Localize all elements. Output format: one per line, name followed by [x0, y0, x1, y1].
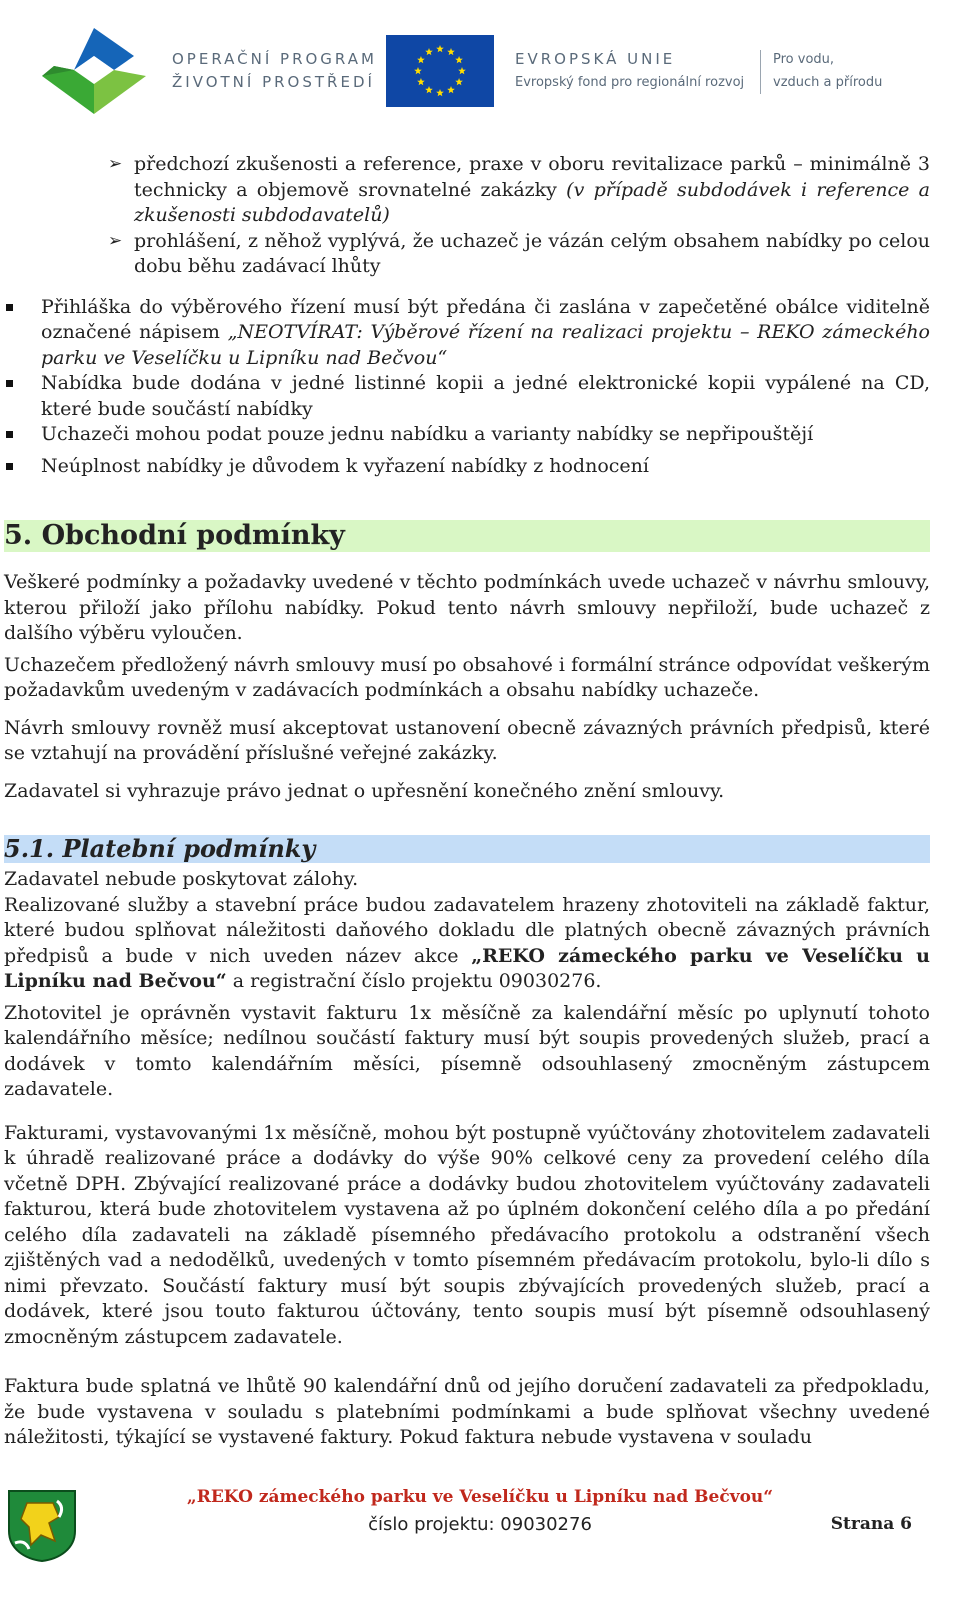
motto-line-2: vzduch a přírodu: [773, 75, 883, 90]
eu-subtitle: Evropský fond pro regionální rozvoj: [515, 75, 745, 90]
list-item-italic: (v případě subdodávek i reference a zkušenosti subdodavatelů): [134, 178, 930, 226]
footer-project-number: číslo projektu: 09030276: [368, 1514, 592, 1535]
list-item-text: Neúplnost nabídky je důvodem k vyřazení nabídky z hodnocení: [41, 454, 649, 477]
list-item: [4, 295, 930, 372]
page-number: Strana 6: [830, 1514, 912, 1534]
paragraph: [4, 893, 930, 995]
paragraph: Zhotovitel je oprávněn vystavit fakturu 1x měsíčně za kalendářní měsíc po uplynutí tohoto kalendářního měsíce; nedílnou součástí faktury musí být soupis provedených služeb, prací a dodávek v tomto kalendářním měsíci, písemně odsouhlasený zmocněným zástupcem zadavatele.: [4, 1001, 930, 1100]
opzp-line-1: OPERAČNÍ PROGRAM: [172, 50, 377, 68]
eu-title: EVROPSKÁ UNIE: [515, 50, 676, 68]
paragraph: Veškeré podmínky a požadavky uvedené v těchto podmínkách uvede uchazeč v návrhu smlouvy, kterou přiloží jako přílohu nabídky. Pokud tento návrh smlouvy nepřiloží, bude uchazeč z dalšího výběru vyloučen.: [4, 571, 930, 644]
list-item-text: Uchazeči mohou podat pouze jednu nabídku a varianty nabídky se nepřipouštějí: [41, 423, 814, 445]
section-heading: 5. Obchodní podmínky: [4, 520, 930, 552]
paragraph-text: Realizované služby a stavební práce budou zadavatelem hrazeny zhotoviteli na základě faktur, které budou splňovat náležitosti daňového dokladu dle platných obecně závazných právních předpisů a bude v nich uveden název akce: [4, 893, 930, 967]
paragraph-text: a registrační číslo projektu 09030276.: [226, 970, 602, 992]
footer-project-name: „REKO zámeckého parku ve Veselíčku u Lipníku nad Bečvou“: [186, 1487, 774, 1507]
opzp-logo-icon: [38, 26, 150, 116]
motto: [773, 48, 882, 94]
motto-line-1: Pro vodu,: [773, 52, 835, 67]
paragraph: Návrh smlouvy rovněž musí akceptovat ustanovení obecně závazných právních předpisů, které se vztahují na provádění příslušné veřejné zakázky.: [4, 716, 930, 764]
arrow-bullet-icon: ➢: [108, 154, 123, 174]
arrow-bullet-icon: ➢: [108, 230, 123, 251]
eu-flag-icon: [386, 35, 494, 107]
header-divider: [760, 50, 761, 94]
square-bullet-icon: [6, 463, 13, 470]
list-item-text: Nabídka bude dodána v jedné listinné kopii a jedné elektronické kopii vypálené na CD, které bude součástí nabídky: [41, 372, 930, 420]
paragraph: Zadavatel nebude poskytovat zálohy.: [4, 868, 359, 890]
document-body: [4, 152, 930, 1451]
paragraph: Fakturami, vystavovanými 1x měsíčně, mohou být postupně vyúčtovány zhotovitelem zadavateli k úhradě realizované práce a dodávky do výše 90% celkové ceny za provedení celého díla včetně DPH. Zbývající realizované práce a dodávky budou zhotovitelem vyúčtovány zadavateli fakturou, která bude zhotovitelem vystavena až po úplném dokončení celého díla a po předání celého díla zadavateli na základě písemného předávacího protokolu a odstranění všech zjištěných vad a nedodělků, uvedených v tomto písemném předávacím protokolu, bylo-li dílo s nimi převzato. Součástí faktury musí být soupis zbývajících provedených služeb, prací a dodávek, které jsou touto fakturou účtovány, tento soupis musí být písemně odsouhlasený zmocněným zástupcem zadavatele.: [4, 1121, 930, 1348]
list-item: [4, 422, 930, 448]
list-item: [4, 371, 930, 422]
list-item: [4, 454, 930, 480]
subsection-heading: 5.1. Platební podmínky: [4, 835, 930, 863]
list-item-text: Přihláška do výběrového řízení musí být předána či zaslána v zapečetěné obálce viditelně označené nápisem: [41, 295, 930, 343]
square-bullet-icon: [6, 304, 13, 311]
square-bullet-icon: [6, 431, 13, 438]
list-item: [4, 229, 930, 280]
list-item-text: předchozí zkušenosti a reference, praxe v oboru revitalizace parků – minimálně 3 technicky a objemově srovnatelné zakázky: [134, 153, 930, 201]
paragraph: Uchazečem předložený návrh smlouvy musí po obsahové i formální stránce odpovídat veškerým požadavkům uvedeným v zadávacích podmínkách a obsahu nabídky uchazeče.: [4, 653, 930, 701]
paragraph: Faktura bude splatná ve lhůtě 90 kalendářní dnů od jejího doručení zadavateli za předpokladu, že bude vystavena v souladu s platebními podmínkami a bude splňovat všechny uvedené náležitosti, týkající se vystavené faktury. Pokud faktura nebude vystavena v souladu: [4, 1375, 930, 1448]
paragraph: Zadavatel si vyhrazuje právo jednat o upřesnění konečného znění smlouvy.: [4, 779, 725, 802]
list-item: [4, 152, 930, 229]
square-bullet-icon: [6, 380, 13, 387]
action-name: „REKO zámeckého parku ve Veselíčku u Lipníku nad Bečvou“: [4, 944, 930, 992]
opzp-wordmark: [172, 48, 377, 94]
list-item-text: prohlášení, z něhož vyplývá, že uchazeč je vázán celým obsahem nabídky po celou dobu běhu zadávací lhůty: [134, 229, 930, 277]
opzp-line-2: ŽIVOTNÍ PROSTŘEDÍ: [172, 73, 375, 91]
list-item-italic: „NEOTVÍRAT: Výběrové řízení na realizaci projektu – REKO zámeckého parku ve Veselíčku u Lipníku nad Bečvou“: [41, 321, 930, 369]
page-header: [0, 0, 960, 150]
eu-wordmark: [515, 48, 744, 94]
